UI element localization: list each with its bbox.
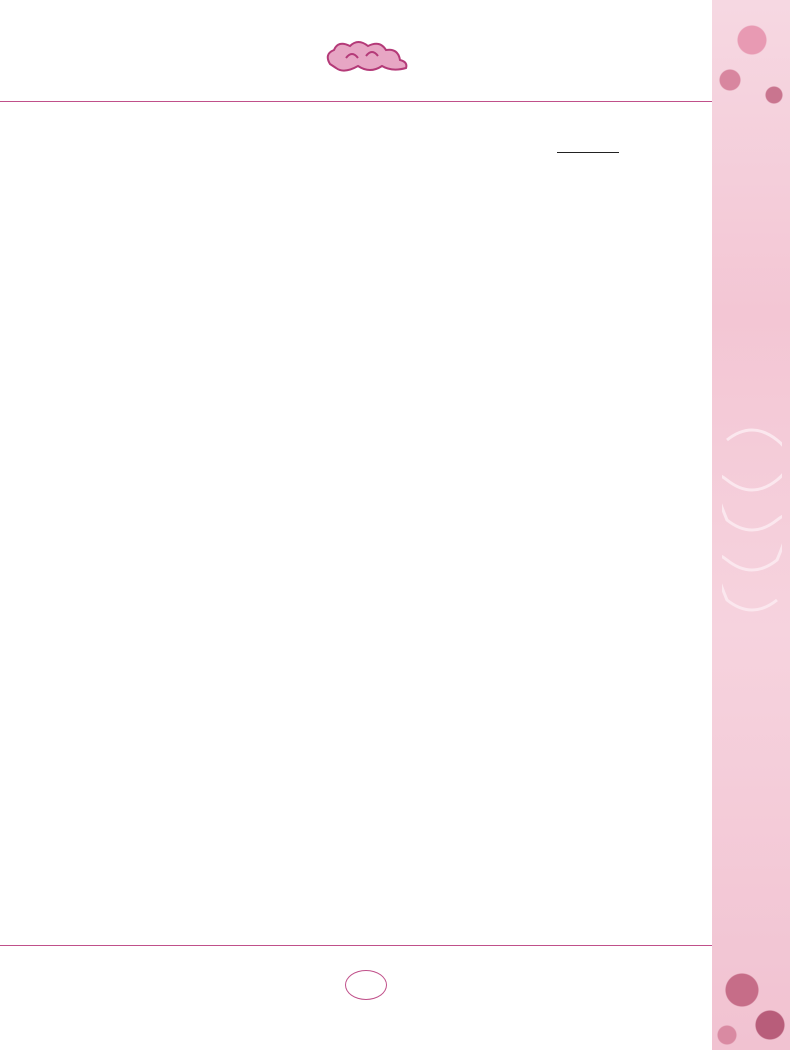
flower-decoration-bottom [712, 930, 790, 1050]
score-field [553, 135, 619, 153]
score-blank[interactable] [557, 138, 619, 153]
wave-pattern-decoration [722, 420, 782, 660]
decorative-side-strip [712, 0, 790, 1050]
page-number [345, 970, 387, 1000]
cloud-ornament-icon [322, 36, 412, 76]
header-rule [0, 101, 712, 102]
flower-decoration-top [712, 0, 790, 110]
footer-rule [0, 945, 712, 946]
